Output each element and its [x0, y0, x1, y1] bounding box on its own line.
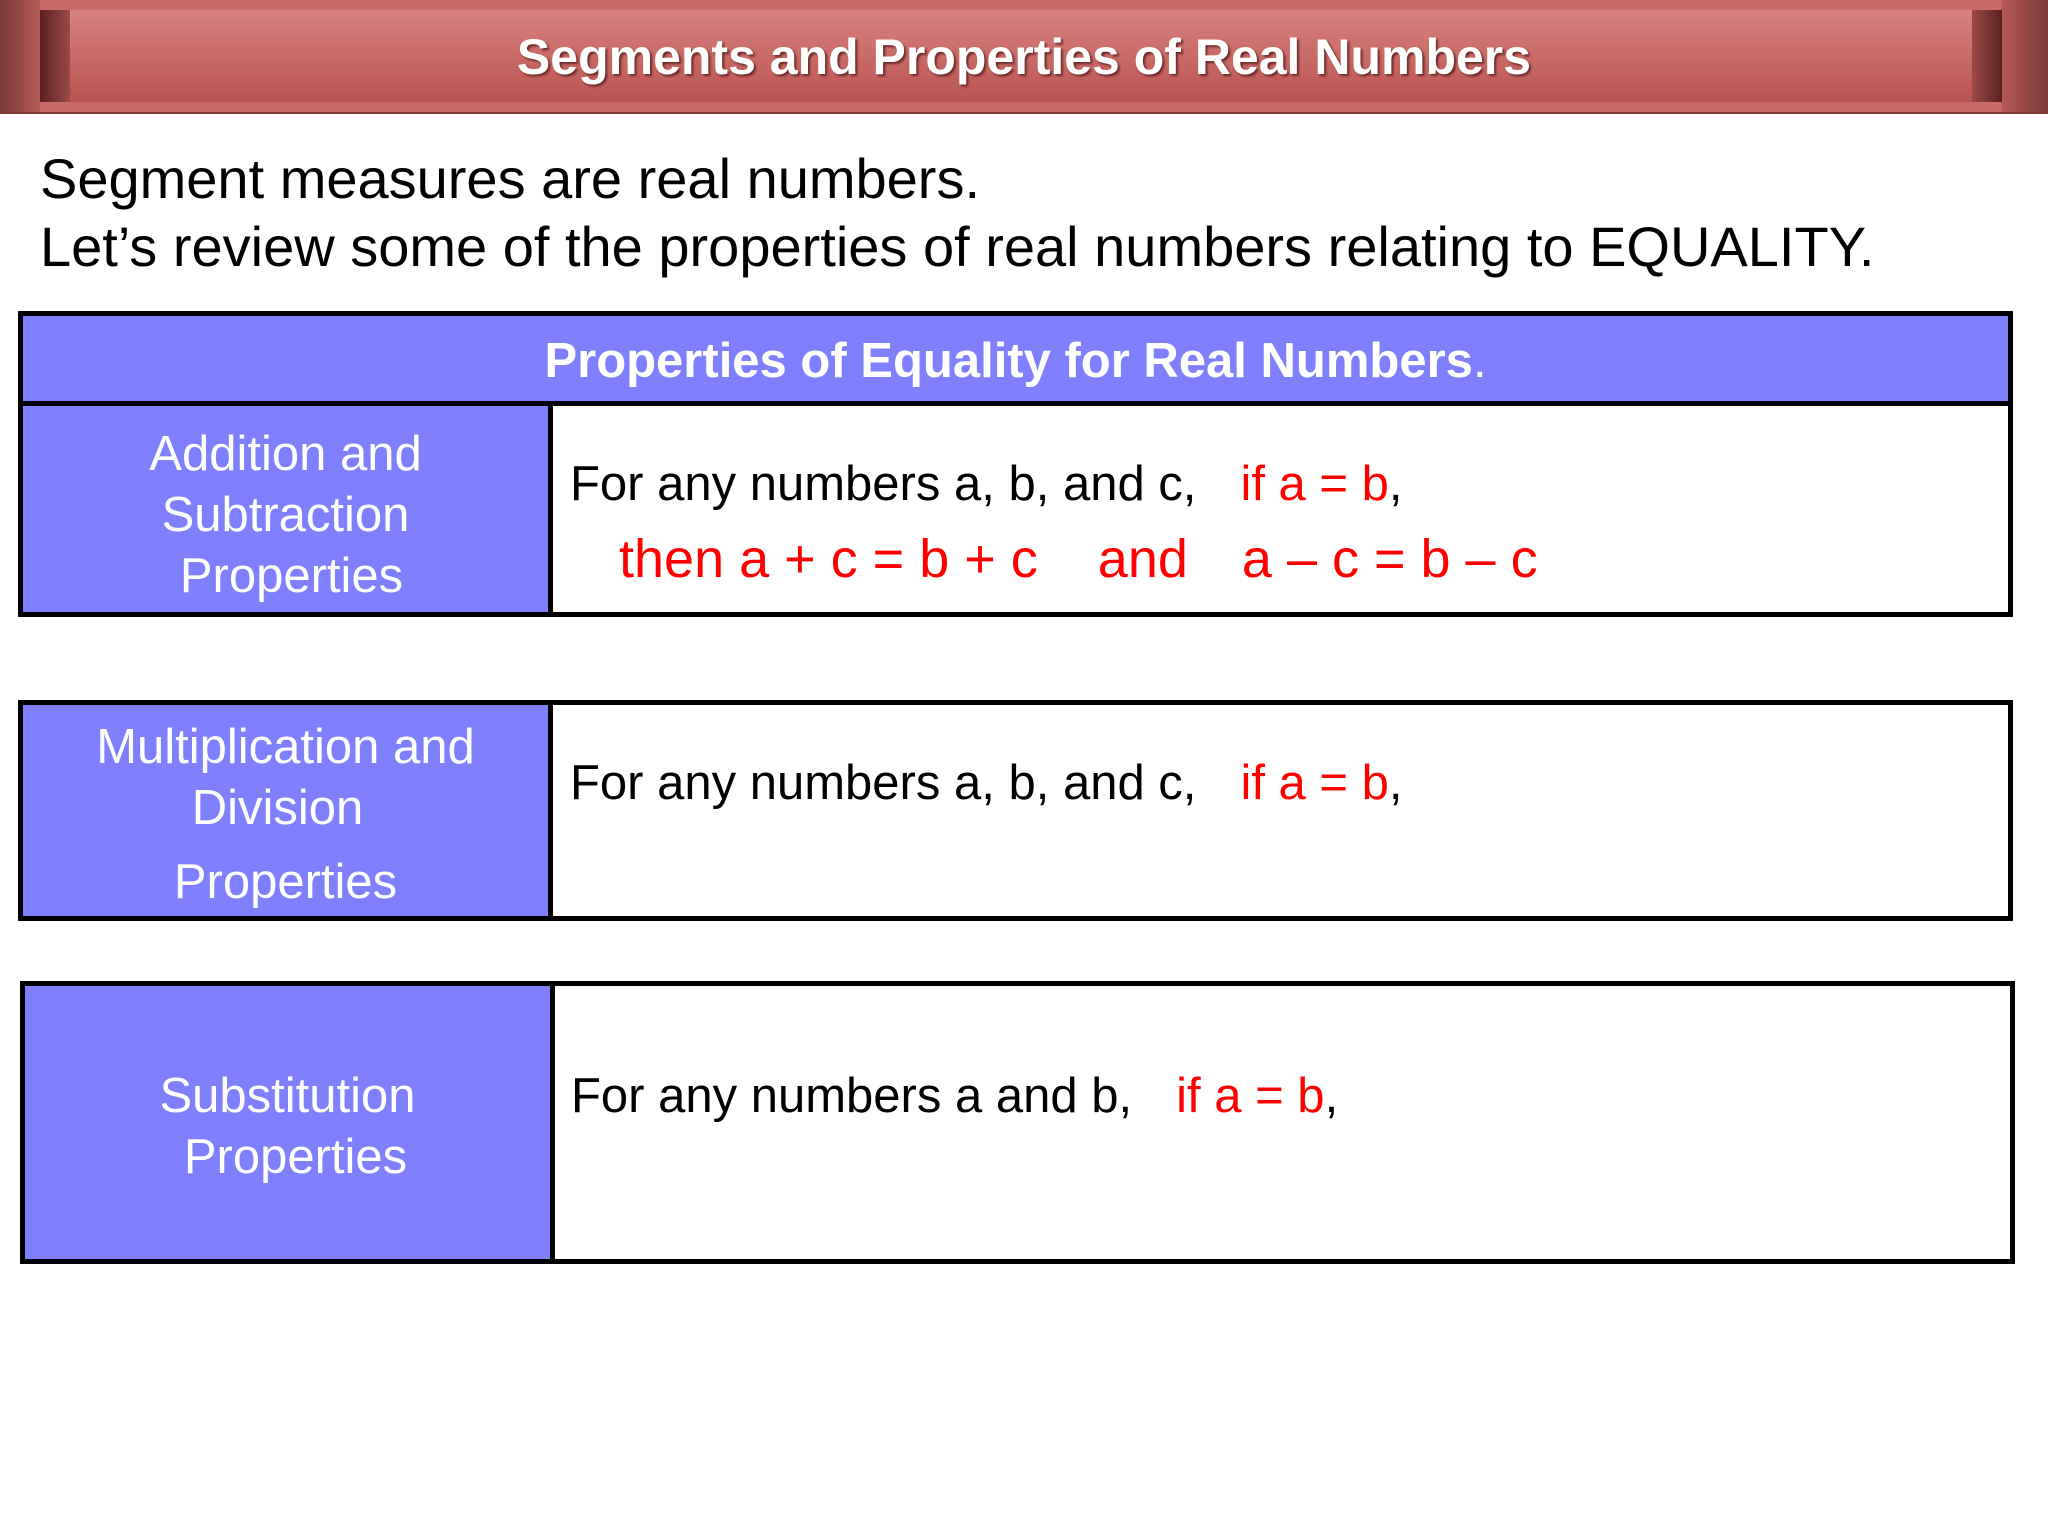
- statement-text: For any numbers a, b, and c,: [570, 756, 1197, 810]
- properties-table-header: [18, 311, 2013, 406]
- addition-subtraction-row: [18, 406, 2013, 617]
- statement-text: For any numbers a and b,: [571, 1069, 1133, 1123]
- multiplication-division-row: [18, 700, 2013, 921]
- addition-subtraction-conclusion: [619, 528, 1538, 590]
- multiplication-division-statement: [570, 755, 1403, 811]
- slide-title-bar: [0, 0, 2048, 114]
- slide-title: Segments and Properties of Real Numbers: [516, 29, 1532, 85]
- statement-comma: ,: [1324, 1069, 1339, 1123]
- conclusion-second: a – c = b – c: [1241, 529, 1538, 589]
- statement-comma: ,: [1388, 756, 1403, 810]
- conclusion-then: then a + c = b + c: [619, 529, 1038, 589]
- row-label-line: Properties: [173, 855, 398, 909]
- row-label-line: Addition and: [149, 427, 422, 481]
- row-label-line: Subtraction: [161, 488, 410, 542]
- row-label-line: Properties: [183, 1130, 408, 1184]
- properties-table-title-text: Properties of Equality for Real Numbers: [544, 334, 1473, 388]
- substitution-statement: [571, 1068, 1338, 1124]
- row-label-line: Multiplication and: [96, 720, 475, 774]
- substitution-label-cell: [25, 986, 555, 1259]
- statement-condition: if a = b: [1240, 457, 1389, 511]
- row-label-line: Division: [191, 781, 364, 835]
- row-label-line: Properties: [179, 549, 404, 603]
- addition-subtraction-label-cell: [23, 406, 553, 612]
- statement-text: For any numbers a, b, and c,: [570, 457, 1197, 511]
- statement-condition: if a = b: [1240, 756, 1389, 810]
- conclusion-and: and: [1097, 529, 1188, 589]
- intro-line-2: Let’s review some of the properties of real numbers relating to EQUALITY.: [40, 215, 1875, 278]
- multiplication-division-label-cell: [23, 705, 553, 916]
- addition-subtraction-statement: [570, 456, 1403, 512]
- substitution-row: [20, 981, 2015, 1264]
- properties-table-title: [23, 333, 2008, 389]
- row-label-line: Substitution: [159, 1069, 416, 1123]
- statement-condition: if a = b: [1176, 1069, 1325, 1123]
- intro-line-1: Segment measures are real numbers.: [40, 147, 980, 210]
- properties-table-title-period: .: [1472, 334, 1487, 388]
- statement-comma: ,: [1388, 457, 1403, 511]
